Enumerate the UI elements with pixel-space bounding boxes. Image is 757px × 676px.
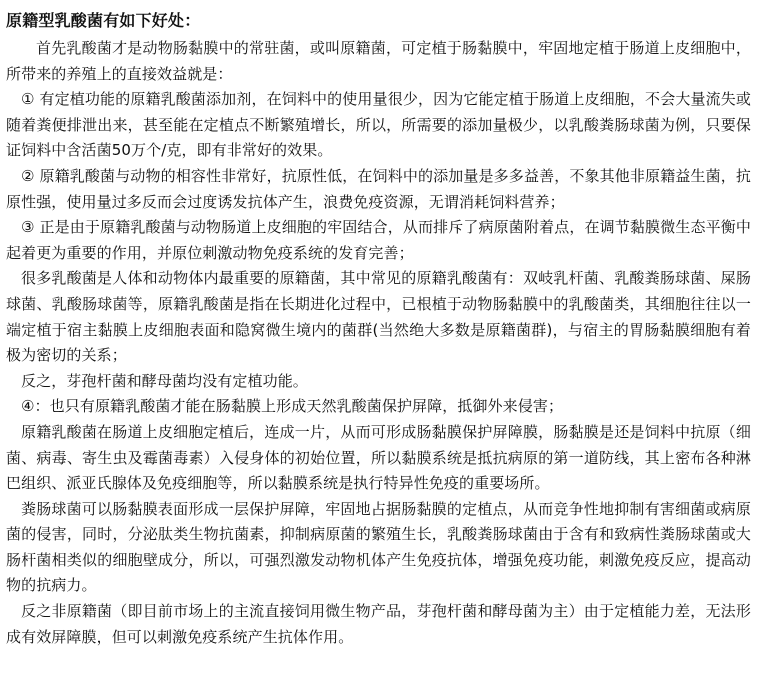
paragraph-contrast-2: 反之非原籍菌（即目前市场上的主流直接饲用微生物产品，芽孢杆菌和酵母菌为主）由于定植能力差，无法形成有效屏障膜，但可以刺激免疫系统产生抗体作用。 [6, 602, 751, 646]
paragraph-point-4: ④：也只有原籍乳酸菌才能在肠黏膜上形成天然乳酸菌保护屏障，抵御外来侵害； [21, 397, 564, 416]
document-title: 原籍型乳酸菌有如下好处： [6, 11, 201, 30]
paragraph-enterococcus: 粪肠球菌可以肠黏膜表面形成一层保护屏障，牢固地占据肠黏膜的定植点，从而竞争性地抑制有害细菌或病原菌的侵害，同时，分泌肽类生物抗菌素，抑制病原菌的繁殖生长，乳酸粪肠球菌由于含有和致病性粪肠球菌或大肠杆菌相类似的细胞壁成分，所以，可强烈激发动物机体产生免疫抗体，增强免疫功能，刺激免疫反应，提高动物的抗病力。 [6, 499, 751, 595]
paragraph-intro: 首先乳酸菌才是动物肠黏膜中的常驻菌，或叫原籍菌，可定植于肠黏膜中，牢固地定植于肠道上皮细胞中，所带来的养殖上的直接效益就是： [6, 39, 751, 83]
paragraph-point-1: ① 有定植功能的原籍乳酸菌添加剂，在饲料中的使用量很少，因为它能定植于肠道上皮细胞，不会大量流失或随着粪便排泄出来，甚至能在定植点不断繁殖增长，所以，所需要的添加量极少，以乳酸粪肠球菌为例，只要保证饲料中含活菌50万个/克，即有非常好的效果。 [6, 90, 751, 160]
paragraph-barrier: 原籍乳酸菌在肠道上皮细胞定植后，连成一片，从而可形成肠黏膜保护屏障膜，肠黏膜是还是饲料中抗原（细菌、病毒、寄生虫及霉菌毒素）入侵身体的初始位置，所以黏膜系统是抵抗病原的第一道防线，其上密布各种淋巴组织、派亚氏腺体及免疫细胞等，所以黏膜系统是执行特异性免疫的重要场所。 [6, 422, 751, 493]
paragraph-point-3: ③ 正是由于原籍乳酸菌与动物肠道上皮细胞的牢固结合，从而排斥了病原菌附着点，在调节黏膜微生态平衡中起着更为重要的作用，并原位刺激动物免疫系统的发育完善； [6, 218, 751, 262]
paragraph-point-2: ② 原籍乳酸菌与动物的相容性非常好，抗原性低，在饲料中的添加量是多多益善，不象其他非原籍益生菌，抗原性强，使用量过多反而会过度诱发抗体产生，浪费免疫资源，无谓消耗饲料营养； [6, 166, 751, 211]
paragraph-common-strains: 很多乳酸菌是人体和动物体内最重要的原籍菌，其中常见的原籍乳酸菌有：双岐乳杆菌、乳酸粪肠球菌、屎肠球菌、乳酸肠球菌等，原籍乳酸菌是指在长期进化过程中，已根植于动物肠黏膜中的乳酸菌类，其细胞往往以一端定植于宿主黏膜上皮细胞表面和隐窝微生境内的菌群(当然绝大多数是原籍菌群)，与宿主的胃肠黏膜细胞有着极为密切的关系； [6, 269, 751, 365]
paragraph-contrast-1: 反之，芽孢杆菌和酵母菌均没有定植功能。 [21, 371, 308, 390]
